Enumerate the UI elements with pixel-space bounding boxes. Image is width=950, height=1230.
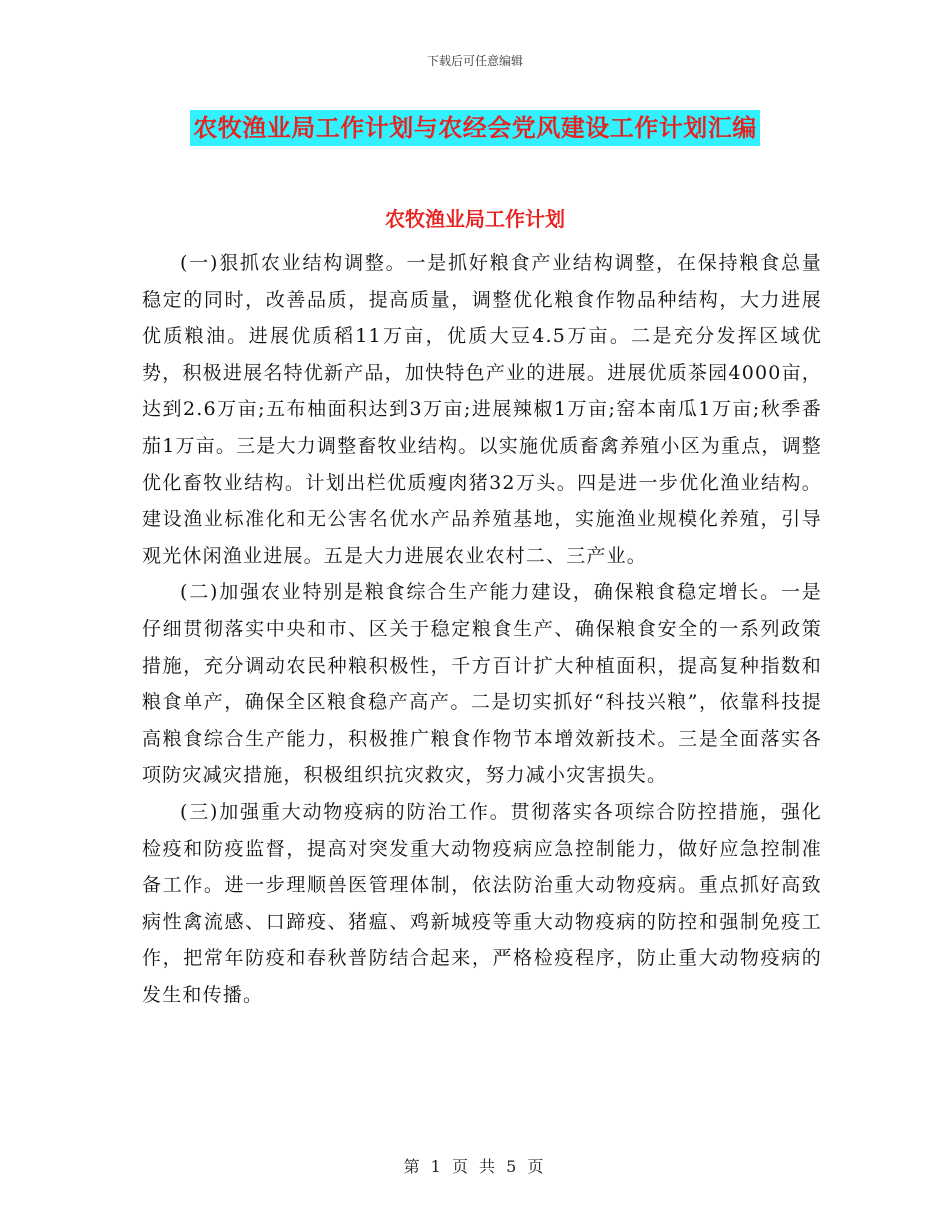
page-number-footer: 第 1 页 共 5 页 [403,1157,547,1176]
document-body [142,245,822,1013]
main-title-container [0,110,950,146]
section-title: 农牧渔业局工作计划 [385,207,565,231]
page-header-note: 下载后可任意编辑 [426,54,523,68]
paragraph-3: (三)加强重大动物疫病的防治工作。贯彻落实各项综合防控措施，强化检疫和防疫监督，提高对突发重大动物疫病应急控制能力，做好应急控制准备工作。进一步理顺兽医管理体制，依法防治重大动物疫病。重点抓好高致病性禽流感、口蹄疫、猪瘟、鸡新城疫等重大动物疫病的防控和强制免疫工作，把常年防疫和春秋普防结合起来，严格检疫程序，防止重大动物疫病的发生和传播。 [142,800,822,1006]
document-main-title: 农牧渔业局工作计划与农经会党风建设工作计划汇编 [190,110,760,146]
paragraph-1: (一)狠抓农业结构调整。一是抓好粮食产业结构调整，在保持粮食总量稳定的同时，改善品质，提高质量，调整优化粮食作物品种结构，大力进展优质粮油。进展优质稻11万亩，优质大豆4.5万亩。二是充分发挥区域优势，积极进展名特优新产品，加快特色产业的进展。进展优质茶园4000亩，达到2.6万亩;五布柚面积达到3万亩;进展辣椒1万亩;窑本南瓜1万亩;秋季番茄1万亩。三是大力调整畜牧业结构。以实施优质畜禽养殖小区为重点，调整优化畜牧业结构。计划出栏优质瘦肉猪32万头。四是进一步优化渔业结构。建设渔业标准化和无公害名优水产品养殖基地，实施渔业规模化养殖，引导观光休闲渔业进展。五是大力进展农业农村二、三产业。 [142,252,822,567]
paragraph-2: (二)加强农业特别是粮食综合生产能力建设，确保粮食稳定增长。一是仔细贯彻落实中央和市、区关于稳定粮食生产、确保粮食安全的一系列政策措施，充分调动农民种粮积极性，千方百计扩大种植面积，提高复种指数和粮食单产，确保全区粮食稳产高产。二是切实抓好“科技兴粮”，依靠科技提高粮食综合生产能力，积极推广粮食作物节本增效新技术。三是全面落实各项防灾减灾措施，积极组织抗灾救灾，努力减小灾害损失。 [142,581,822,787]
